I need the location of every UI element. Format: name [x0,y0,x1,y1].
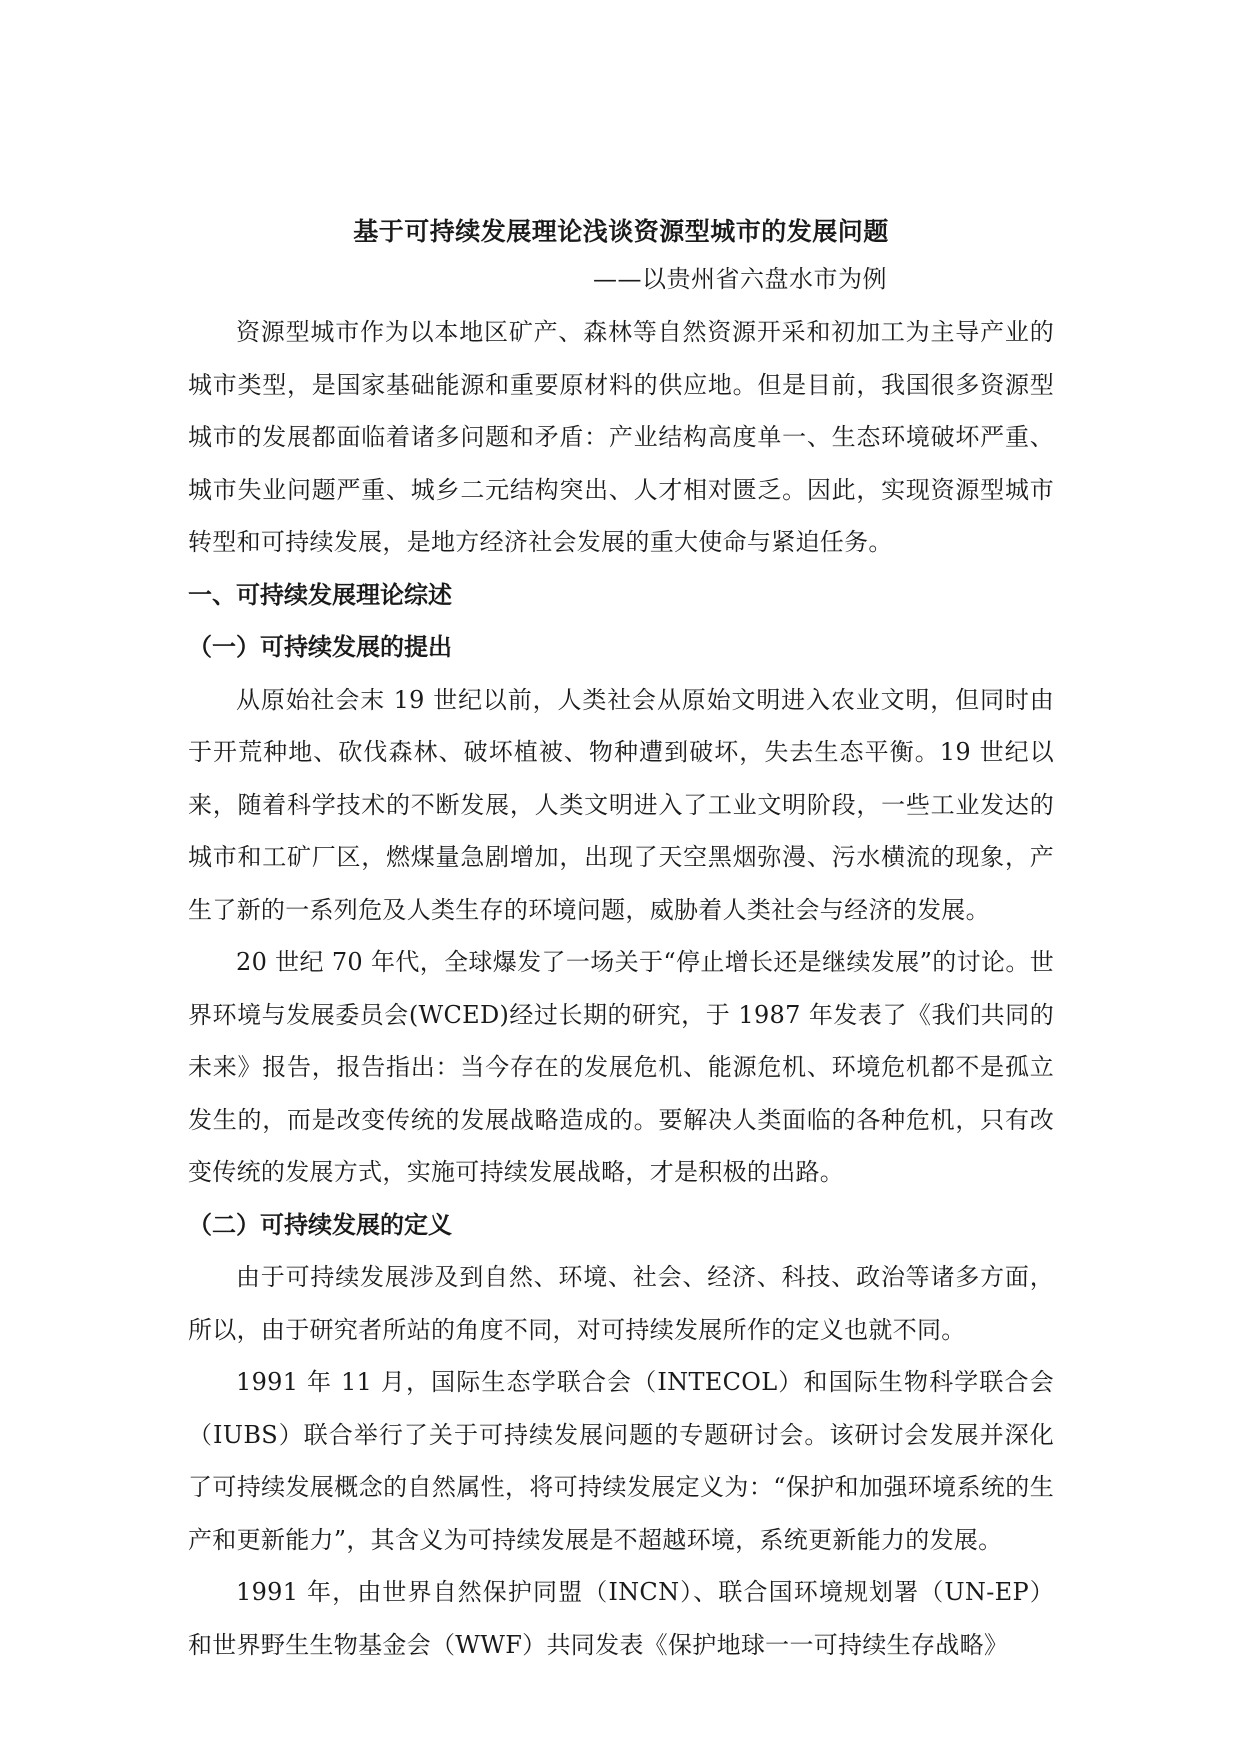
paragraph-1-2-a: 由于可持续发展涉及到自然、环境、社会、经济、科技、政治等诸多方面，所以，由于研究者所站的角度不同，对可持续发展所作的定义也就不同。 [188,1263,1054,1344]
paragraph-1-1-a: 从原始社会末 19 世纪以前，人类社会从原始文明进入农业文明，但同时由于开荒种地、砍伐森林、破坏植被、物种遭到破坏，失去生态平衡。19 世纪以来，随着科学技术的不断发展，人类文明进入了工业文明阶段，一些工业发达的城市和工矿厂区，燃煤量急剧增加，出现了天空黑烟弥漫、污水横流的现象，产生了新的一系列危及人类生存的环境问题，威胁着人类社会与经济的发展。 [188,685,1054,924]
document-subtitle: ——以贵州省六盘水市为例 [593,265,887,293]
section-heading-1: 一、可持续发展理论综述 [188,580,452,609]
paragraph-1-1-b: 20 世纪 70 年代，全球爆发了一场关于“停止增长还是继续发展”的讨论。世界环境与发展委员会(WCED)经过长期的研究，于 1987 年发表了《我们共同的未来》报告，报告指出：当今存在的发展危机、能源危机、环境危机都不是孤立发生的，而是改变传统的发展战略造成的。要解决人类面临的各种危机，只有改变传统的发展方式，实施可持续发展战略，才是积极的出路。 [188,948,1054,1186]
document-body [188,306,1054,1671]
intro-paragraph: 资源型城市作为以本地区矿产、森林等自然资源开采和初加工为主导产业的城市类型，是国家基础能源和重要原材料的供应地。但是目前，我国很多资源型城市的发展都面临着诸多问题和矛盾：产业结构高度单一、生态环境破坏严重、城市失业问题严重、城乡二元结构突出、人才相对匮乏。因此，实现资源型城市转型和可持续发展，是地方经济社会发展的重大使命与紧迫任务。 [188,318,1054,556]
paragraph-1-2-c: 1991 年，由世界自然保护同盟（INCN）、联合国环境规划署（UN-EP）和世界野生生物基金会（WWF）共同发表《保护地球一一可持续生存战略》 [188,1578,1054,1659]
paragraph-1-2-b: 1991 年 11 月，国际生态学联合会（INTECOL）和国际生物科学联合会（IUBS）联合举行了关于可持续发展问题的专题研讨会。该研讨会发展并深化了可持续发展概念的自然属性，将可持续发展定义为：“保护和加强环境系统的生产和更新能力”，其含义为可持续发展是不超越环境，系统更新能力的发展。 [188,1368,1054,1554]
document-title: 基于可持续发展理论浅谈资源型城市的发展问题 [353,217,889,246]
subsection-heading-1-2: （二）可持续发展的定义 [188,1209,452,1239]
subsection-heading-1-1: （一）可持续发展的提出 [188,632,452,661]
